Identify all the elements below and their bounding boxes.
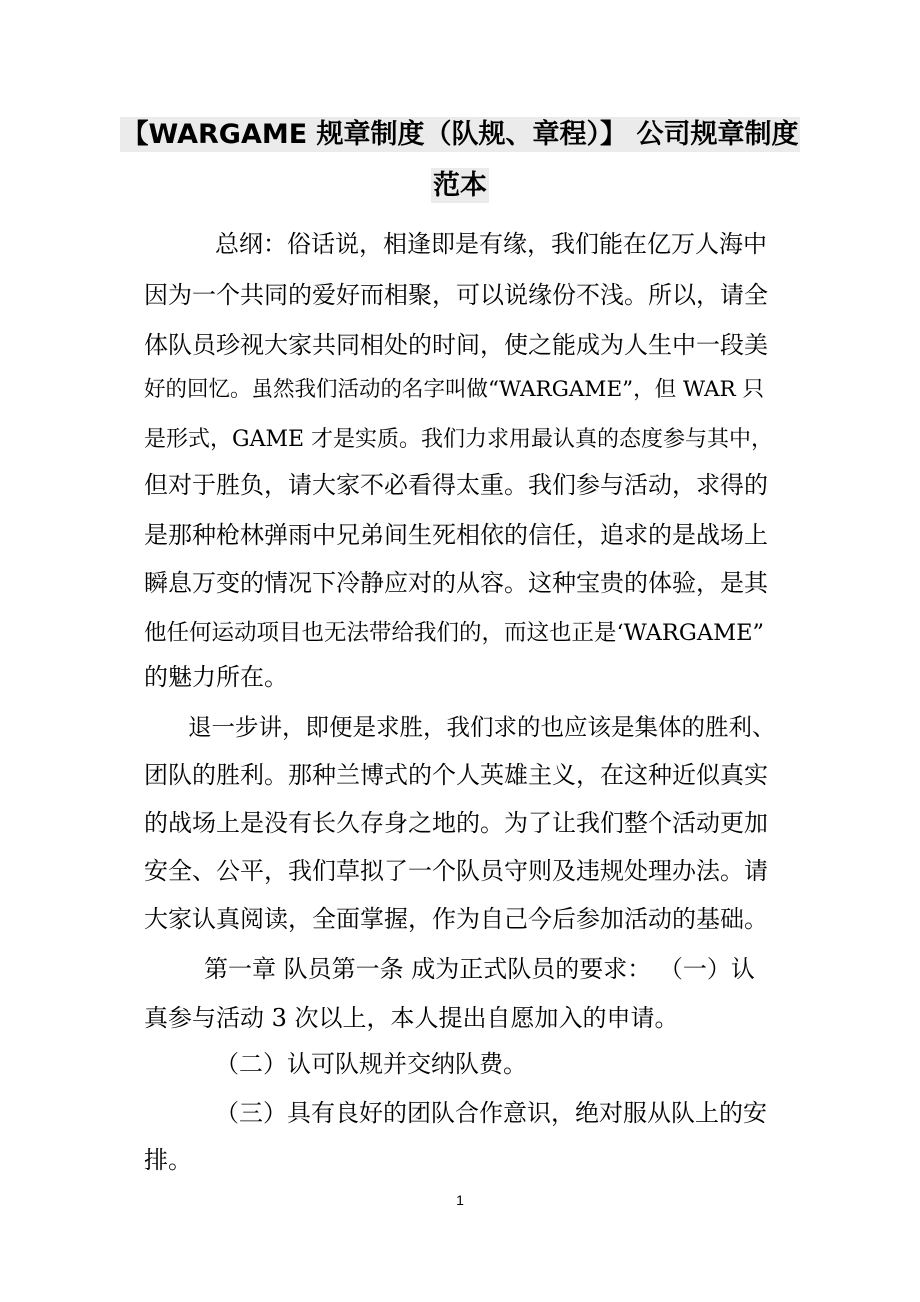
- document-title-line-2: [100, 166, 820, 206]
- title-text-1: 【WARGAME 规章制度（队规、章程）】 公司规章制度: [121, 119, 799, 150]
- paragraph-1-line: 因为一个共同的爱好而相聚，可以说缘份不浅。所以，请全: [144, 281, 768, 309]
- paragraph-4-line: （二）认可队规并交纳队费。: [215, 1050, 527, 1078]
- paragraph-1-line: 体队员珍视大家共同相处的时间，使之能成为人生中一段美: [144, 331, 768, 359]
- paragraph-2-line: 的战场上是没有长久存身之地的。为了让我们整个活动更加: [144, 809, 768, 837]
- paragraph-1-line: 是那种枪林弹雨中兄弟间生死相依的信任，追求的是战场上: [144, 521, 768, 549]
- paragraph-1-line: 他任何运动项目也无法带给我们的，而这也正是‘WARGAME”: [144, 620, 765, 646]
- page-number: 1: [456, 1192, 464, 1208]
- document-title-line-1: [100, 115, 820, 155]
- paragraph-1-line: 好的回忆。虽然我们活动的名字叫做“WARGAME”，但 WAR 只: [144, 377, 765, 402]
- paragraph-1-line: 是形式，GAME 才是实质。我们力求用最认真的态度参与其中，: [144, 427, 774, 452]
- paragraph-2-line: 安全、公平，我们草拟了一个队员守则及违规处理办法。请: [144, 857, 768, 885]
- paragraph-1-line: 的魅力所在。: [144, 663, 288, 691]
- paragraph-3-line: 真参与活动 3 次以上，本人提出自愿加入的申请。: [144, 1004, 679, 1032]
- paragraph-1-line: 但对于胜负，请大家不必看得太重。我们参与活动，求得的: [144, 471, 768, 499]
- paragraph-2-line: 退一步讲，即便是求胜，我们求的也应该是集体的胜利、: [188, 713, 776, 741]
- paragraph-2-line: 大家认真阅读，全面掌握，作为自己今后参加活动的基础。: [144, 905, 768, 933]
- paragraph-5-line: （三）具有良好的团队合作意识，绝对服从队上的安: [215, 1099, 767, 1127]
- paragraph-5-line: 排。: [144, 1146, 192, 1174]
- paragraph-1-line: 瞬息万变的情况下冷静应对的从容。这种宝贵的体验，是其: [144, 569, 768, 597]
- title-text-2: 范本: [433, 170, 487, 201]
- paragraph-3-line: 第一章 队员第一条 成为正式队员的要求： （一）认: [204, 955, 755, 983]
- paragraph-1-line: 总纲：俗话说，相逢即是有缘，我们能在亿万人海中: [215, 230, 767, 258]
- paragraph-2-line: 团队的胜利。那种兰博式的个人英雄主义，在这种近似真实: [144, 761, 768, 789]
